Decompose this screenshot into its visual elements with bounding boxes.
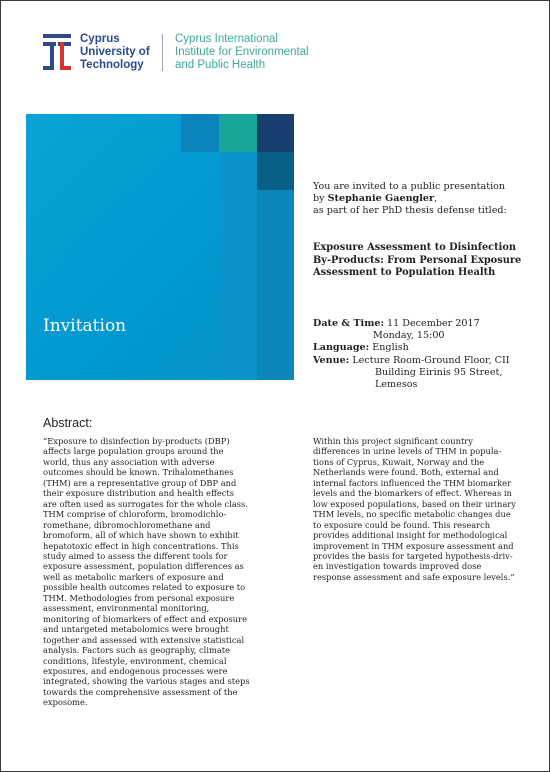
- abstract-line: world, thus any association with adverse: [43, 456, 215, 467]
- header-divider: [162, 34, 163, 71]
- abstract-line: THM. Methodologies from personal exposure: [43, 592, 235, 603]
- cut-logo-icon: [43, 34, 71, 70]
- abstract-line: well as metabolic markers of exposure and: [43, 571, 224, 582]
- venue-row-2: Building Eirinis 95 Street, Lemesos: [375, 366, 503, 391]
- abstract-line: integrated, showing the various stages and steps: [43, 676, 250, 687]
- abstract-line: exposure assessment, population differences as: [43, 561, 244, 572]
- abstract-line: possible health outcomes related to exposure to: [43, 582, 246, 593]
- abstract-line: their exposure distribution and health effects: [43, 488, 235, 499]
- abstract-line: internal factors influenced the THM biomarker: [313, 477, 512, 488]
- abstract-line: low exposed populations, based on their urinary: [313, 498, 516, 509]
- abstract-line: towards the comprehensive assessment of the: [43, 686, 238, 697]
- abstract-line: differences in urine levels of THM in popula-: [313, 446, 502, 457]
- abstract-line: affects large population groups around the: [43, 446, 224, 457]
- institute-name: Cyprus International Institute for Environmental and Public Health: [175, 33, 309, 71]
- abstract-line: tions of Cyprus, Kuwait, Norway and the: [313, 456, 485, 467]
- abstract-line: en investigation towards improved dose: [313, 561, 482, 572]
- abstract-line: THM levels, no specific metabolic changes due: [313, 509, 511, 520]
- abstract-line: study aimed to assess the different tools for: [43, 550, 228, 561]
- abstract-line: outcomes should be known. Trihalomethanes: [43, 467, 234, 478]
- presenter-name: Stephanie Gaengler: [327, 193, 435, 205]
- abstract-line: provides additional insight for methodological: [313, 530, 508, 541]
- abstract-line: provides the basis for targeted hypothesis-driv-: [313, 550, 513, 561]
- abstract-line: Within this project significant country: [313, 436, 473, 446]
- abstract-line: exposures, and endogenous processes were: [43, 665, 228, 676]
- abstract-line: response assessment and safe exposure levels.”: [313, 571, 515, 582]
- abstract-line: bromoform, all of which have shown to exhibit: [43, 530, 239, 541]
- banner-square-navy: [257, 114, 294, 152]
- event-details: [313, 318, 538, 391]
- banner-square-dark: [257, 152, 294, 190]
- language-row: Language: English: [313, 342, 409, 354]
- abstract-line: (THM) are a representative group of DBP and: [43, 477, 237, 488]
- banner-title: Invitation: [43, 316, 127, 336]
- time-row: Monday, 15:00: [373, 330, 445, 342]
- abstract-column-right: [313, 436, 531, 582]
- abstract-line: romethane, dibromochloromethane and: [43, 519, 211, 530]
- abstract-line: conditions, lifestyle, environment, chemical: [43, 655, 227, 666]
- abstract-line: levels and the biomarkers of effect. Whereas in: [313, 488, 512, 499]
- abstract-line: are often used as surrogates for the whole class.: [43, 498, 248, 509]
- abstract-line: monitoring of biomarkers of effect and exposure: [43, 613, 247, 624]
- thesis-title: Exposure Assessment to Disinfection By-Products: From Personal Exposure Assessment to Population Health: [313, 242, 522, 279]
- abstract-line: hepatotoxic effect in high concentrations. This: [43, 540, 239, 551]
- abstract-line: “Exposure to disinfection by-products (DBP): [43, 436, 230, 446]
- abstract-line: Netherlands were found. Both, external and: [313, 467, 499, 478]
- university-name: Cyprus University of Technology: [80, 33, 150, 71]
- abstract-line: and untargeted metabolomics were brought: [43, 624, 229, 635]
- date-row: Date & Time: 11 December 2017: [313, 318, 480, 329]
- abstract-line: THM comprise of chloroform, bromodichlo-: [43, 509, 227, 520]
- banner-square-blue: [181, 114, 219, 152]
- abstract-line: assessment, environmental monitoring,: [43, 603, 210, 614]
- abstract-line: analysis. Factors such as geography, climate: [43, 645, 231, 656]
- banner-band-right: [257, 190, 294, 380]
- invite-text: You are invited to a public presentation by Stephanie Gaengler, as part of her PhD thesis defense titled:: [313, 181, 533, 218]
- abstract-line: improvement in THM exposure assessment and: [313, 540, 514, 551]
- presenter-line: by Stephanie Gaengler,: [313, 193, 438, 205]
- abstract-heading: Abstract:: [43, 416, 93, 430]
- abstract-line: exposome.: [43, 697, 88, 708]
- abstract-column-left: [43, 436, 269, 708]
- venue-row: Venue: Lecture Room-Ground Floor, CII: [313, 354, 510, 366]
- abstract-line: together and assessed with extensive statistical: [43, 634, 245, 645]
- banner-square-teal: [219, 114, 257, 152]
- abstract-line: to exposure could be found. This research: [313, 519, 491, 530]
- banner-band-mid: [219, 152, 257, 380]
